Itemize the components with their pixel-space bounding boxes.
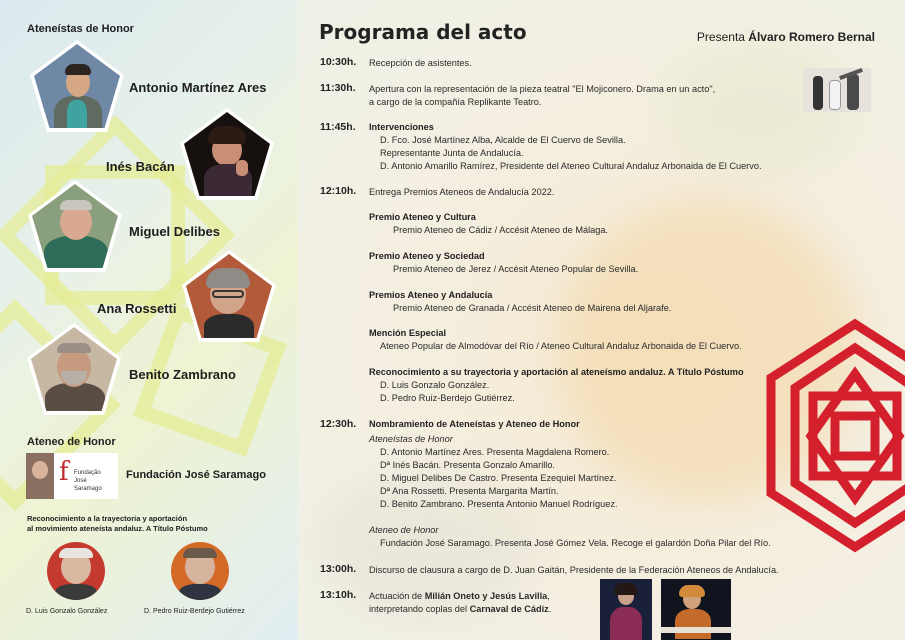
foundation-name: Fundación José Saramago bbox=[126, 469, 266, 481]
honor-members-heading: Ateneístas de Honor bbox=[27, 23, 134, 35]
program-item-text: Actuación de Milián Oneto y Jesús Lavilla, bbox=[369, 591, 550, 601]
time-label: 11:45h. bbox=[320, 121, 356, 133]
program-item-text: Dª Ana Rossetti. Presenta Margarita Martín. bbox=[380, 486, 559, 496]
program-item-heading: Intervenciones bbox=[369, 122, 434, 132]
honoree-name: Benito Zambrano bbox=[129, 367, 236, 382]
time-label: 12:30h. bbox=[320, 418, 357, 430]
posthumous-name: D. Pedro Ruiz-Berdejo Gutiérrez bbox=[144, 608, 245, 615]
program-item-text: D. Miguel Delibes De Castro. Presenta Ezequiel Martínez. bbox=[380, 473, 617, 483]
presenter-prefix: Presenta bbox=[696, 30, 749, 44]
time-label: 13:10h. bbox=[320, 589, 357, 601]
program-item-text: Fundación José Saramago. Presenta José Gómez Vela. Recoge el galardón Doña Pilar del Río. bbox=[380, 538, 771, 548]
program-item-text: a cargo de la compañía Replikante Teatro. bbox=[369, 97, 542, 107]
program-item-text: D. Benito Zambrano. Presenta Antonio Manuel Rodríguez. bbox=[380, 499, 618, 509]
program-subheading: Ateneo de Honor bbox=[369, 525, 439, 535]
time-label: 10:30h. bbox=[320, 56, 357, 68]
program-item-text: D. Fco. José Martínez Alba, Alcalde de El Cuervo de Sevilla. bbox=[380, 135, 626, 145]
time-label: 11:30h. bbox=[320, 82, 356, 94]
prize-heading: Reconocimiento a su trayectoria y aportación al ateneísmo andaluz. A Título Póstumo bbox=[369, 367, 744, 377]
program-item-text: Dª Inés Bacán. Presenta Gonzalo Amarillo. bbox=[380, 460, 555, 470]
recognition-line-2: al movimiento ateneísta andaluz. A Título Póstumo bbox=[27, 524, 208, 533]
foundation-logo bbox=[26, 453, 118, 499]
honoree-name: Antonio Martínez Ares bbox=[129, 80, 267, 95]
program-panel bbox=[298, 0, 905, 640]
program-item-text: Apertura con la representación de la pieza teatral "El Mojiconero. Drama en un acto", bbox=[369, 84, 716, 94]
prize-heading: Premio Ateneo y Sociedad bbox=[369, 251, 485, 261]
program-item-text: D. Antonio Martínez Ares. Presenta Magdalena Romero. bbox=[380, 447, 610, 457]
prize-text: Premio Ateneo de Jerez / Accésit Ateneo Popular de Sevilla. bbox=[393, 264, 639, 274]
prize-text: Ateneo Popular de Almodóvar del Río / Ateneo Cultural Andaluz Arbonaida de El Cuervo. bbox=[380, 341, 742, 351]
presenter-line bbox=[697, 30, 875, 44]
prize-text: D. Pedro Ruiz-Berdejo Gutiérrez. bbox=[380, 393, 515, 403]
prize-text: Premio Ateneo de Granada / Accésit Ateneo de Mairena del Aljarafe. bbox=[393, 303, 672, 313]
presenter-name: Álvaro Romero Bernal bbox=[748, 30, 875, 44]
program-subheading: Ateneístas de Honor bbox=[369, 434, 453, 444]
theatre-photo bbox=[803, 68, 871, 112]
time-label: 12:10h. bbox=[320, 185, 357, 197]
honoree-name: Miguel Delibes bbox=[129, 224, 221, 239]
program-item-text: Recepción de asistentes. bbox=[369, 58, 472, 68]
honorees-panel bbox=[0, 0, 298, 640]
program-item-text: Representante Junta de Andalucía. bbox=[380, 148, 524, 158]
program-item-text: Entrega Premios Ateneos de Andalucía 2022. bbox=[369, 187, 555, 197]
prize-text: Premio Ateneo de Cádiz / Accésit Ateneo de Málaga. bbox=[393, 225, 609, 235]
program-title: Programa del acto bbox=[319, 20, 527, 44]
recognition-line-1: Reconocimiento a la trayectoria y aportación bbox=[27, 514, 188, 523]
time-label: 13:00h. bbox=[320, 563, 357, 575]
portrait-ines-bacan bbox=[180, 108, 274, 200]
red-star-emblem bbox=[765, 318, 905, 553]
prize-heading: Mención Especial bbox=[369, 328, 447, 338]
portrait-luis-gonzalo bbox=[47, 542, 105, 600]
prize-heading: Premio Ateneo y Cultura bbox=[369, 212, 476, 222]
honoree-name: Ana Rossetti bbox=[97, 301, 177, 316]
program-item-heading: Nombramiento de Ateneístas y Ateneo de Honor bbox=[369, 419, 580, 429]
program-item-text: D. Antonio Amarillo Ramírez, Presidente del Ateneo Cultural Andaluz Arbonaida de El Cuervo. bbox=[380, 161, 762, 171]
pianist-photo bbox=[661, 579, 731, 640]
honor-ateneo-heading: Ateneo de Honor bbox=[27, 436, 116, 448]
portrait-pedro-ruiz-berdejo bbox=[171, 542, 229, 600]
honoree-name: Inés Bacán bbox=[106, 159, 175, 174]
prize-heading: Premios Ateneo y Andalucía bbox=[369, 290, 493, 300]
program-item-text: interpretando coplas del Carnaval de Cádiz. bbox=[369, 604, 552, 614]
singer-photo bbox=[600, 579, 652, 640]
prize-text: D. Luis Gonzalo González. bbox=[380, 380, 490, 390]
foundation-logo-mark: f bbox=[59, 457, 69, 487]
program-item-text: Discurso de clausura a cargo de D. Juan Gaitán, Presidente de la Federación Ateneos de Andalucía. bbox=[369, 565, 779, 575]
portrait-antonio-martinez-ares bbox=[30, 40, 124, 132]
foundation-logo-text: Fundação José Saramago bbox=[74, 470, 102, 492]
posthumous-name: D. Luis Gonzalo González bbox=[26, 608, 108, 615]
